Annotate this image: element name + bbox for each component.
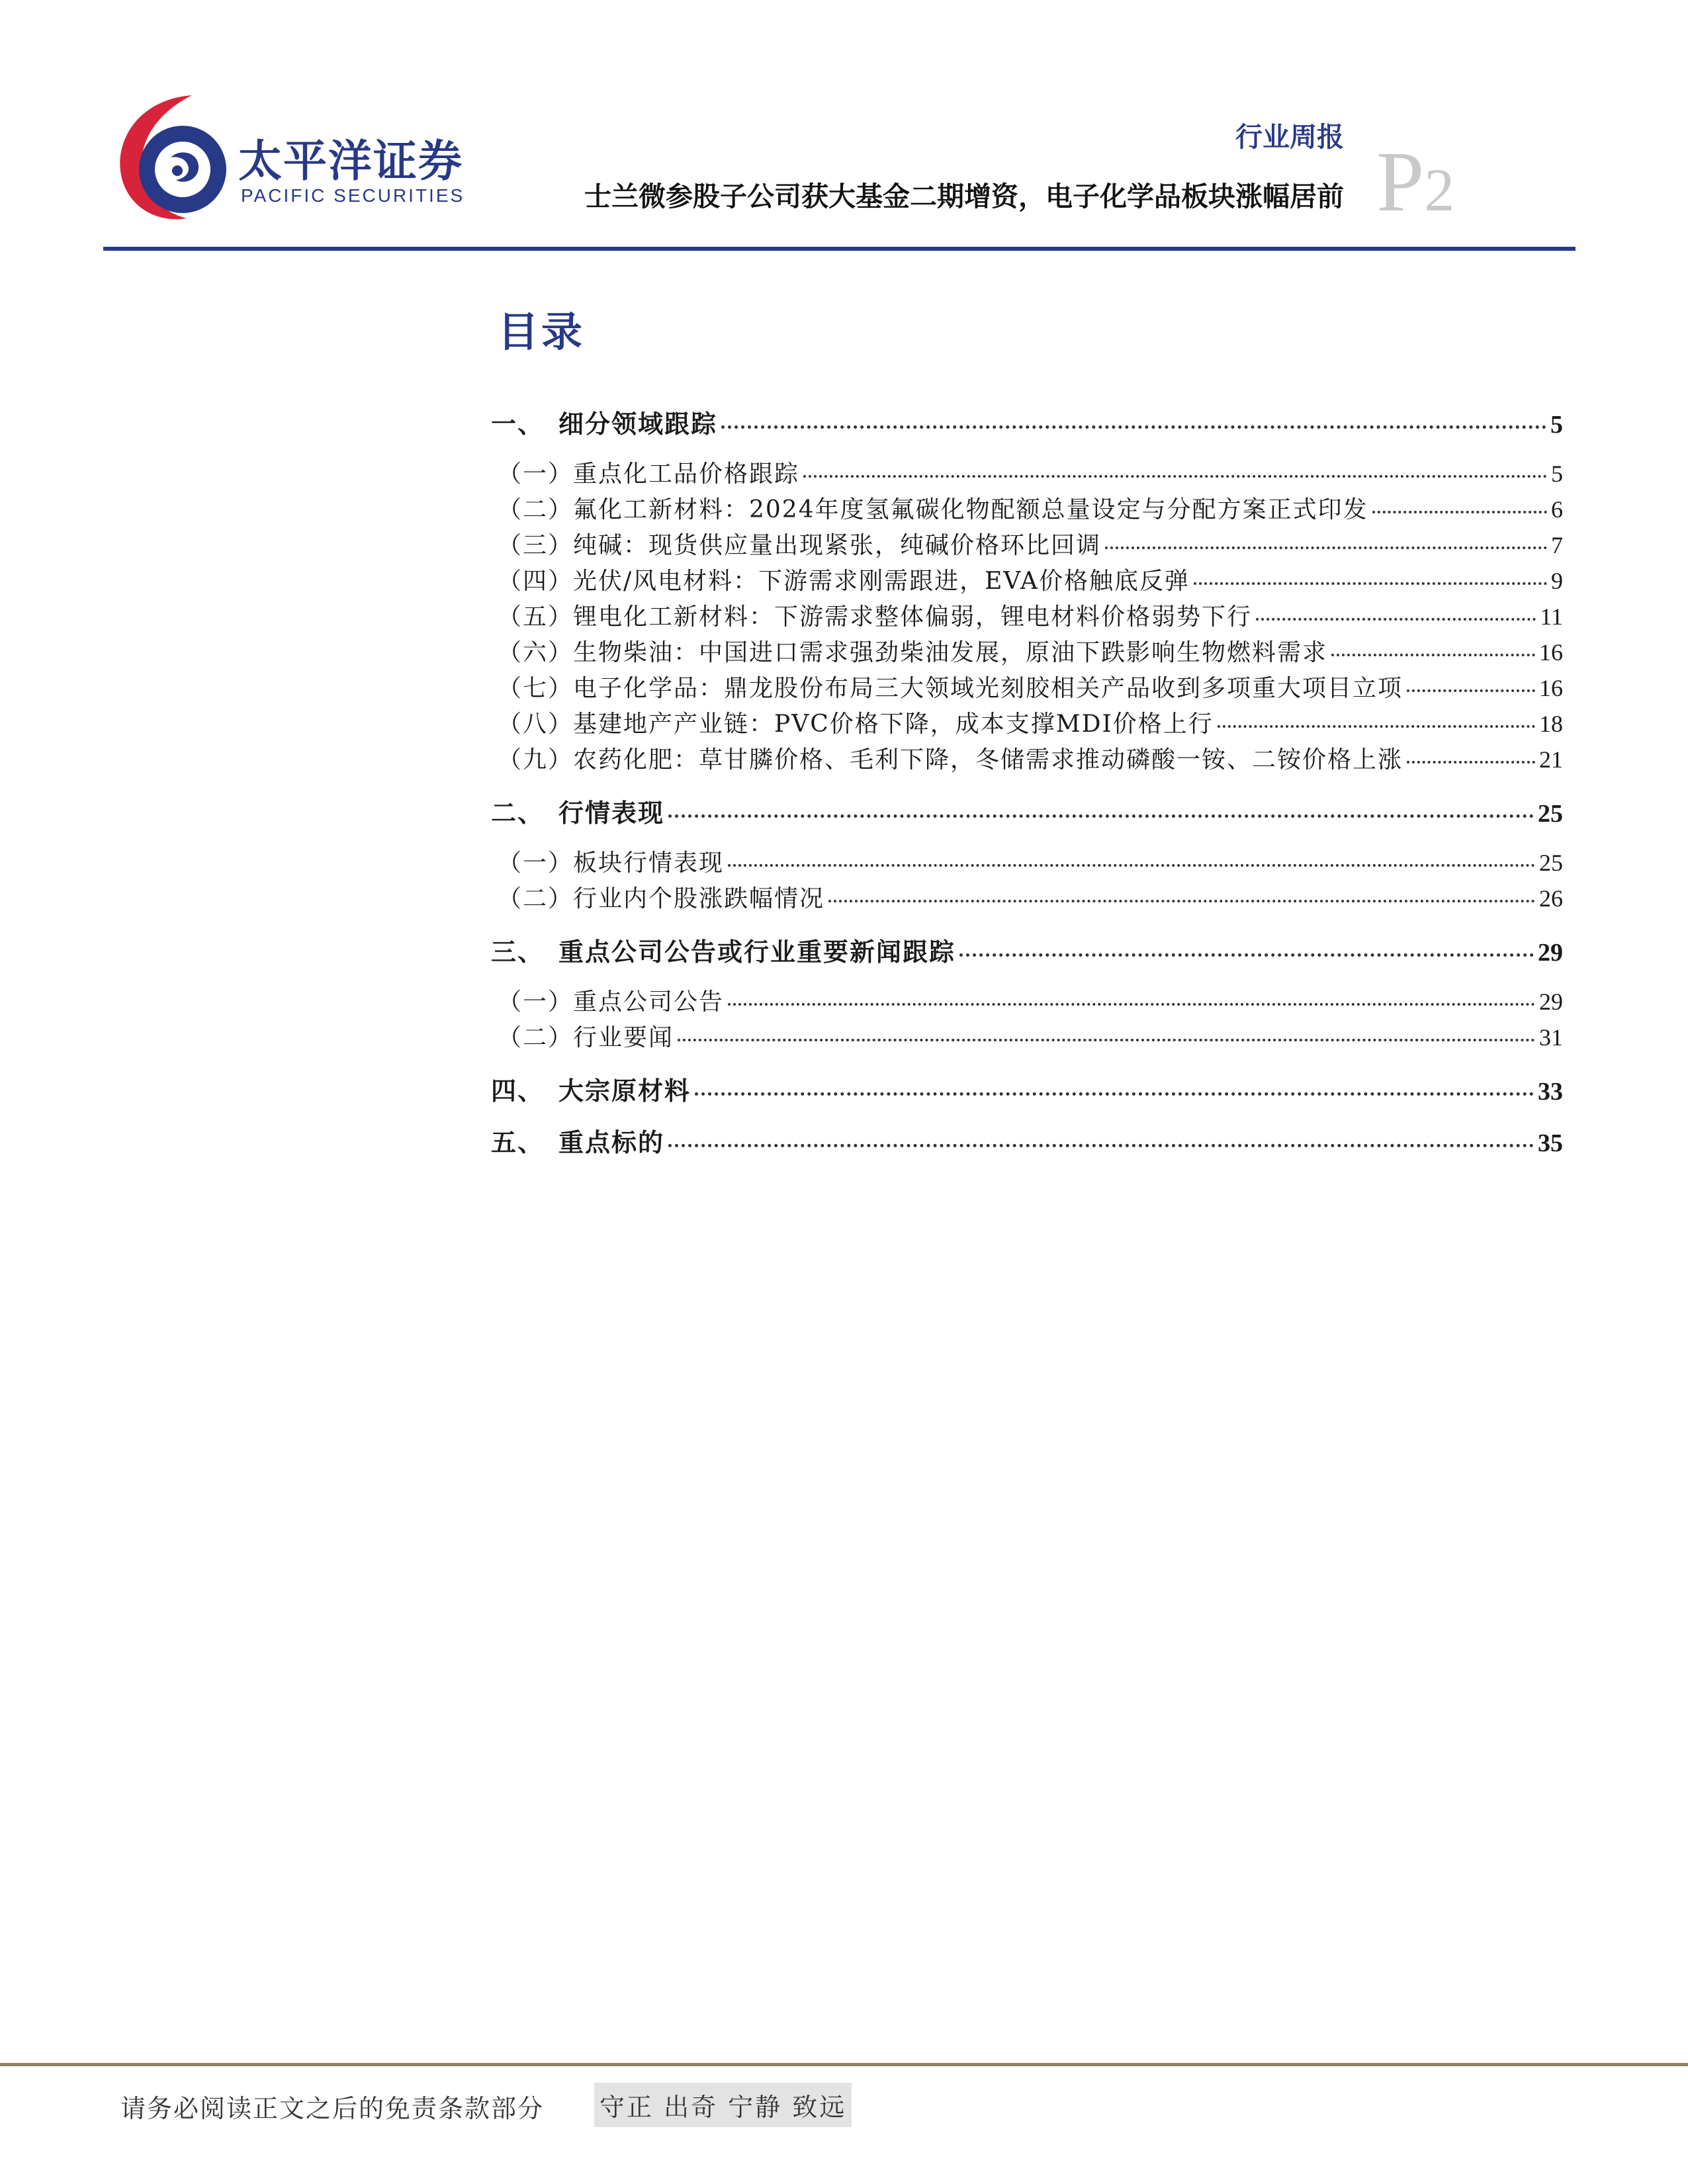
toc-entry-label: 细分领域跟踪 [558, 409, 718, 439]
toc-entry[interactable] [498, 598, 1563, 632]
toc-entry[interactable] [498, 1019, 1563, 1053]
toc-entry-label: （八）基建地产产业链：PVC价格下降，成本支撑MDI价格上行 [498, 711, 1214, 738]
logo-chinese-name: 太平洋证券 [238, 136, 463, 187]
toc-entry-label: （四）光伏/风电材料：下游需求刚需跟进，EVA价格触底反弹 [498, 568, 1190, 595]
disclaimer-notice: 请务必阅读正文之后的免责条款部分 [120, 2094, 545, 2123]
toc-entry-label: （一）板块行情表现 [498, 850, 725, 877]
page-marker [1376, 132, 1454, 232]
toc-entry-page: 11 [1540, 603, 1563, 630]
dot-leader [803, 475, 1547, 478]
toc-entry[interactable] [491, 793, 1563, 829]
company-motto: 守正 出奇 宁静 致远 [594, 2083, 852, 2127]
toc-entry-number: 五、 [491, 1127, 545, 1157]
dot-leader [959, 953, 1534, 957]
toc-entry-page: 5 [1550, 411, 1563, 439]
toc-entry-label: （七）电子化学品：鼎龙股份布局三大领域光刻胶相关产品收到多项重大项目立项 [498, 675, 1403, 702]
toc-entry[interactable] [498, 741, 1563, 775]
dot-leader [728, 864, 1535, 867]
toc-entry-label: （二）行业内个股涨跌幅情况 [498, 885, 825, 912]
toc-entry[interactable] [498, 634, 1563, 668]
toc-entry[interactable] [498, 455, 1563, 489]
toc-entry-number: 四、 [491, 1076, 545, 1106]
toc-entry-label: （三）纯碱：现货供应量出现紧张，纯碱价格环比回调 [498, 532, 1102, 559]
logo-english-name: PACIFIC SECURITIES [241, 185, 465, 206]
dot-leader [668, 814, 1534, 818]
toc-entry-label: （六）生物柴油：中国进口需求强劲柴油发展，原油下跌影响生物燃料需求 [498, 639, 1328, 666]
dot-leader [721, 425, 1546, 429]
dot-leader [668, 1144, 1534, 1147]
toc-entry[interactable] [498, 491, 1563, 525]
toc-entry[interactable] [491, 1070, 1563, 1107]
toc-entry[interactable] [491, 1122, 1563, 1158]
dot-leader [1256, 618, 1536, 621]
toc-entry-label: （二）氟化工新材料：2024年度氢氟碳化物配额总量设定与分配方案正式印发 [498, 496, 1368, 523]
dot-leader [678, 1039, 1535, 1041]
toc-entry-label: 行情表现 [558, 798, 665, 828]
toc-entry-label: （一）重点公司公告 [498, 988, 725, 1016]
dot-leader [728, 1003, 1535, 1006]
toc-entry-page: 6 [1551, 496, 1563, 523]
toc-entry-page: 33 [1538, 1078, 1563, 1106]
toc-entry[interactable] [498, 983, 1563, 1017]
pacific-logo-icon [114, 91, 230, 224]
toc-entry-page: 21 [1539, 746, 1563, 773]
dot-leader [1105, 546, 1547, 549]
toc-entry-label: （五）锂电化工新材料：下游需求整体偏弱，锂电材料价格弱势下行 [498, 603, 1253, 631]
dot-leader [1218, 725, 1535, 728]
toc-entry-page: 16 [1539, 675, 1563, 701]
toc-title: 目录 [498, 308, 586, 356]
page-letter: P [1376, 134, 1425, 230]
toc-entry[interactable] [491, 404, 1563, 440]
toc-entry-number: 一、 [491, 409, 545, 439]
toc-entry-page: 31 [1539, 1024, 1563, 1051]
footer-divider [0, 2063, 1688, 2066]
toc-entry-label: （二）行业要闻 [498, 1024, 674, 1051]
toc-entry[interactable] [498, 880, 1563, 914]
toc-entry-page: 7 [1551, 532, 1563, 558]
dot-leader [1194, 582, 1547, 585]
toc-entry-label: （一）重点化工品价格跟踪 [498, 460, 800, 488]
toc-entry-page: 5 [1551, 460, 1563, 487]
toc-entry[interactable] [498, 844, 1563, 878]
toc-entry-label: （九）农药化肥：草甘膦价格、毛利下降，冬储需求推动磷酸一铵、二铵价格上涨 [498, 746, 1403, 773]
toc-entry-page: 16 [1539, 639, 1563, 666]
page-number: 2 [1424, 156, 1455, 224]
toc-entry-label: 重点标的 [558, 1127, 665, 1157]
toc-entry-label: 重点公司公告或行业重要新闻跟踪 [558, 937, 956, 967]
toc-entry-page: 29 [1539, 988, 1563, 1015]
toc-entry-page: 9 [1551, 568, 1563, 594]
report-title: 士兰微参股子公司获大基金二期增资，电子化学品板块涨幅居前 [584, 181, 1344, 212]
dot-leader [1331, 654, 1535, 656]
toc-entry-page: 26 [1539, 885, 1563, 912]
toc-entry-page: 25 [1538, 800, 1563, 828]
toc-entry[interactable] [498, 527, 1563, 560]
dot-leader [1407, 689, 1535, 692]
company-logo [114, 86, 465, 232]
toc-entry-number: 三、 [491, 937, 545, 967]
toc-entry-page: 25 [1539, 850, 1563, 876]
toc-entry[interactable] [498, 670, 1563, 703]
toc-entry-label: 大宗原材料 [558, 1076, 691, 1106]
toc-entry[interactable] [498, 562, 1563, 596]
dot-leader [1372, 511, 1547, 513]
toc-entry-page: 29 [1538, 939, 1563, 967]
dot-leader [828, 900, 1535, 902]
toc-entry-page: 18 [1539, 711, 1563, 737]
dot-leader [1407, 761, 1535, 764]
toc-entry[interactable] [491, 932, 1563, 968]
toc-entry-number: 二、 [491, 798, 545, 828]
toc-entry-page: 35 [1538, 1129, 1563, 1157]
header-divider [103, 247, 1576, 251]
dot-leader [695, 1092, 1534, 1096]
toc-entry[interactable] [498, 705, 1563, 739]
report-type: 行业周报 [1235, 121, 1344, 153]
